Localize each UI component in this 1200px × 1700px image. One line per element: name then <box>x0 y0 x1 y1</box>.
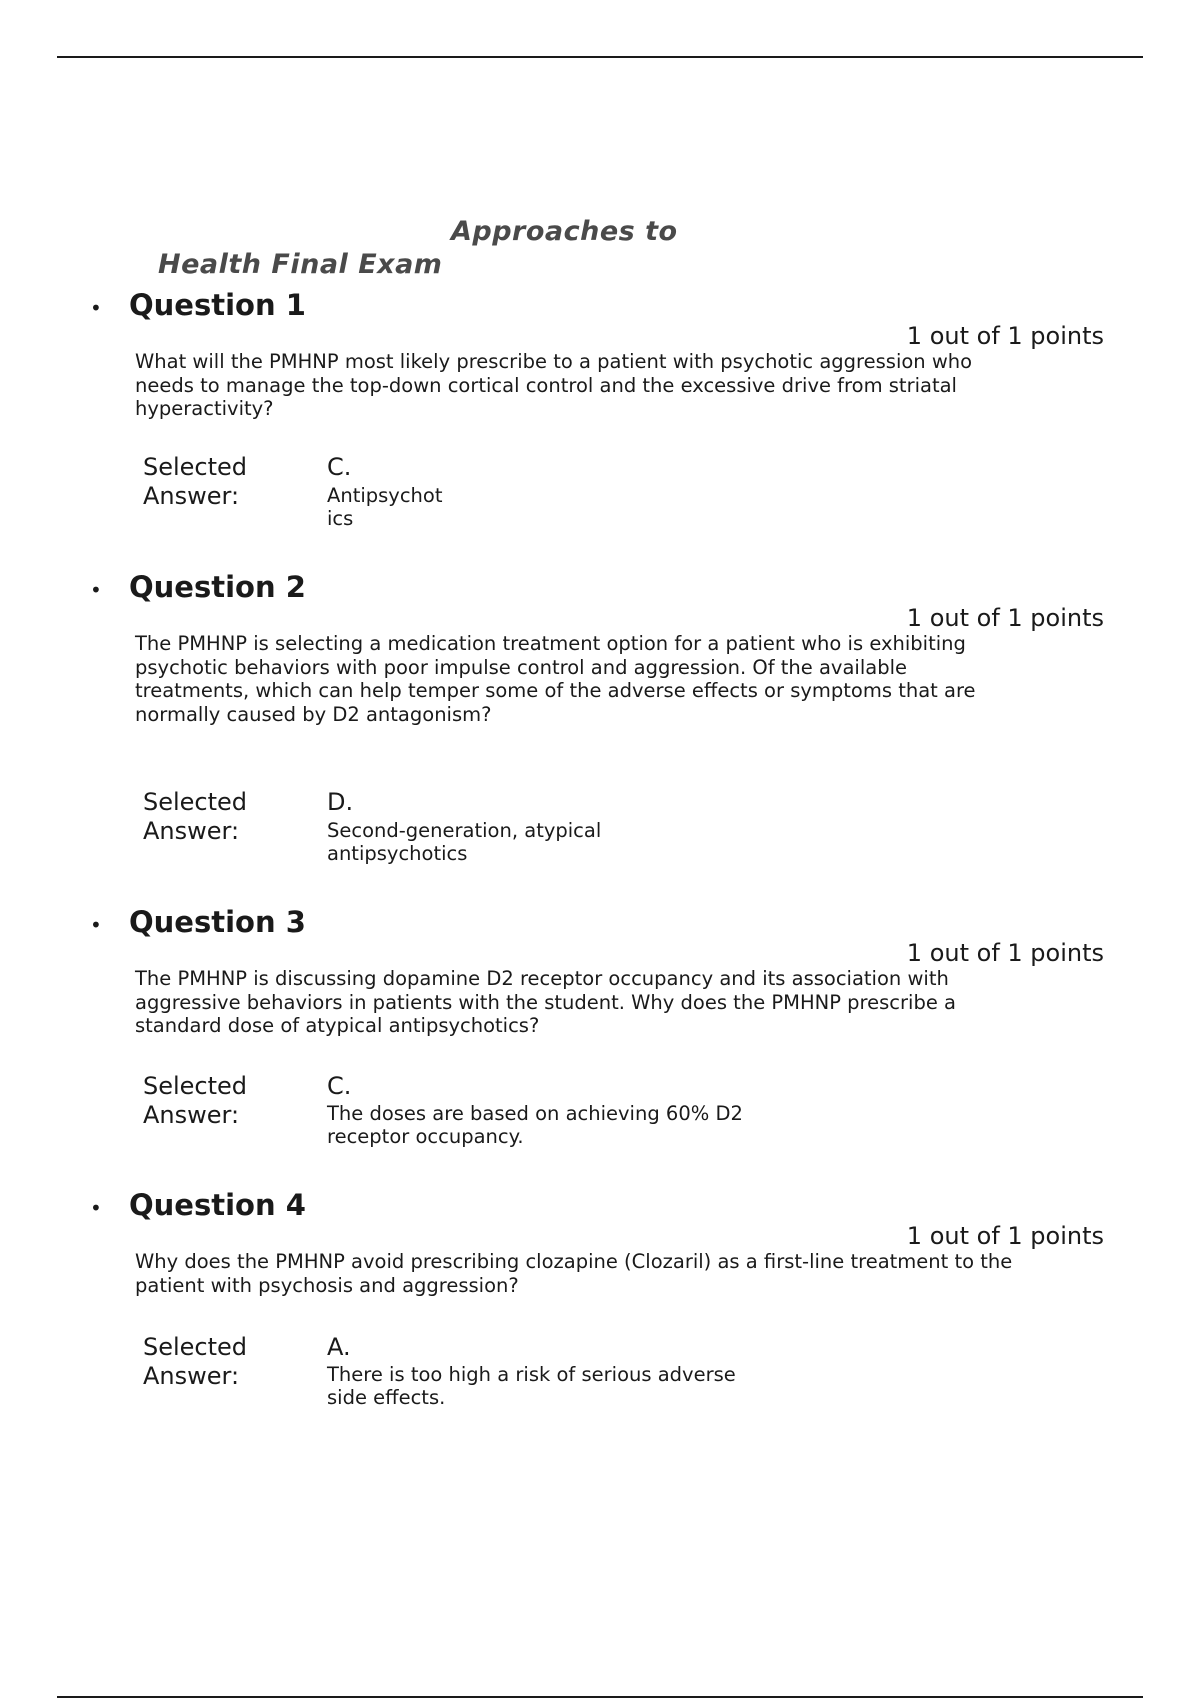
selected-answer-label: Selected Answer: <box>143 788 248 845</box>
answer-letter: A. <box>327 1333 351 1361</box>
selected-answer-label: Selected Answer: <box>143 453 248 510</box>
answer-text: The doses are based on achieving 60% D2 receptor occupancy. <box>327 1102 743 1148</box>
question-points: 1 out of 1 points <box>906 1222 1104 1250</box>
bullet-icon: • <box>90 578 102 602</box>
question-points: 1 out of 1 points <box>906 322 1104 350</box>
question-points: 1 out of 1 points <box>906 604 1104 632</box>
exam-title-line-1: Approaches to <box>451 216 678 247</box>
question-title: Question 1 <box>129 288 306 322</box>
top-rule <box>57 56 1143 58</box>
question-text: What will the PMHNP most likely prescribe to a patient with psychotic aggression who needs to manage the top-down cortical control and the excessive drive from striatal hyperactivity? <box>135 350 973 420</box>
question-text: Why does the PMHNP avoid prescribing clozapine (Clozaril) as a first-line treatment to the patient with psychosis and aggression? <box>135 1250 1013 1297</box>
answer-letter: D. <box>327 788 354 816</box>
bullet-icon: • <box>90 296 102 320</box>
answer-letter: C. <box>327 453 352 481</box>
question-title: Question 2 <box>129 570 306 604</box>
answer-letter: C. <box>327 1072 352 1100</box>
question-text: The PMHNP is selecting a medication treatment option for a patient who is exhibiting psychotic behaviors with poor impulse control and aggression. Of the available treatments, which can help temper some of the adverse effects or symptoms that are normally caused by D2 antagonism? <box>135 632 976 726</box>
selected-answer-label: Selected Answer: <box>143 1072 248 1129</box>
exam-title-line-2: Health Final Exam <box>158 249 443 280</box>
bottom-rule <box>57 1696 1143 1698</box>
answer-text: Antipsychot ics <box>327 484 443 530</box>
answer-text: There is too high a risk of serious adverse side effects. <box>327 1363 736 1409</box>
question-title: Question 4 <box>129 1188 306 1222</box>
bullet-icon: • <box>90 913 102 937</box>
question-points: 1 out of 1 points <box>906 939 1104 967</box>
bullet-icon: • <box>90 1196 102 1220</box>
question-text: The PMHNP is discussing dopamine D2 receptor occupancy and its association with aggressive behaviors in patients with the student. Why does the PMHNP prescribe a standard dose of atypical antipsychotics? <box>135 967 956 1037</box>
selected-answer-label: Selected Answer: <box>143 1333 248 1390</box>
question-title: Question 3 <box>129 905 306 939</box>
answer-text: Second-generation, atypical antipsychotics <box>327 819 602 865</box>
